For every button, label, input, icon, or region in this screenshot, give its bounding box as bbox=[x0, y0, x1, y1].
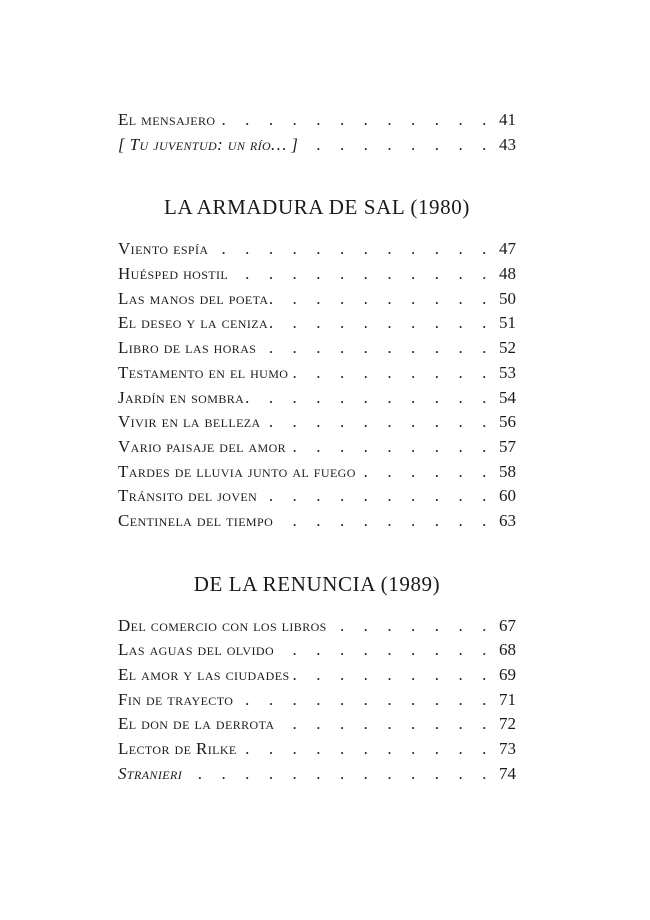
dot-leader bbox=[356, 460, 494, 485]
dot-leader bbox=[257, 484, 494, 509]
toc-entry-page-number: 43 bbox=[499, 134, 516, 154]
sections bbox=[118, 192, 516, 786]
toc-section bbox=[118, 192, 516, 533]
toc-entry-page-number: 73 bbox=[499, 739, 516, 759]
section-heading: LA ARMADURA DE SAL (1980) bbox=[164, 195, 470, 220]
toc-entry-page-number: 60 bbox=[499, 486, 516, 506]
dot-leader bbox=[327, 614, 494, 639]
toc-entry-page-number: 54 bbox=[499, 387, 516, 407]
toc-entry-title: Jardín en sombra bbox=[118, 387, 245, 407]
toc-entry bbox=[118, 762, 516, 787]
toc-entry-page-number: 72 bbox=[499, 714, 516, 734]
dot-leader bbox=[288, 361, 494, 386]
toc-entry-page-number: 41 bbox=[499, 110, 516, 129]
toc-entry-page-number: 69 bbox=[499, 665, 516, 684]
toc-entry-title: Libro de las horas bbox=[118, 338, 257, 358]
toc-entry bbox=[118, 237, 516, 262]
dot-leader bbox=[208, 237, 494, 262]
toc-entry bbox=[118, 688, 516, 713]
toc-entry bbox=[118, 614, 516, 639]
toc-entry-title: El deseo y la ceniza bbox=[118, 313, 269, 333]
toc-entry-title: El mensajero bbox=[118, 110, 216, 129]
dot-leader bbox=[228, 262, 494, 287]
toc-entry-title: [ Tu juventud: un río… ] bbox=[118, 134, 299, 154]
toc-entry bbox=[118, 386, 516, 411]
toc-entry-page-number: 51 bbox=[499, 313, 516, 333]
toc-entry-title: Tardes de lluvia junto al fuego bbox=[118, 461, 356, 481]
toc-entry bbox=[118, 311, 516, 336]
toc-entry bbox=[118, 509, 516, 534]
toc-entry bbox=[118, 133, 516, 158]
dot-leader bbox=[268, 311, 494, 336]
dot-leader bbox=[274, 638, 494, 663]
toc-entry-title: Del comercio con los libros bbox=[118, 615, 327, 635]
toc-entry bbox=[118, 287, 516, 312]
toc-entry-page-number: 52 bbox=[499, 338, 516, 358]
toc-entry-title: Las manos del poeta bbox=[118, 288, 269, 308]
toc-entry-page-number: 71 bbox=[499, 689, 516, 709]
toc-entry-title: Huésped hostil bbox=[118, 264, 229, 284]
dot-leader bbox=[298, 133, 494, 158]
toc-entry-title: Stranieri bbox=[118, 763, 183, 783]
dot-leader bbox=[261, 410, 494, 435]
dot-leader bbox=[237, 737, 494, 762]
toc-entry bbox=[118, 262, 516, 287]
toc-entry-title: Vario paisaje del amor bbox=[118, 436, 287, 456]
toc-entry-page-number: 63 bbox=[499, 510, 516, 530]
toc-entry-page-number: 47 bbox=[499, 239, 516, 259]
dot-leader bbox=[268, 287, 494, 312]
toc-entry bbox=[118, 410, 516, 435]
toc-entry-title: Testamento en el humo bbox=[118, 362, 289, 382]
toc-entry-title: El amor y las ciudades bbox=[118, 665, 290, 684]
toc-entry bbox=[118, 712, 516, 737]
toc-entry bbox=[118, 361, 516, 386]
intro-entries bbox=[118, 108, 516, 157]
dot-leader bbox=[273, 509, 494, 534]
toc-entry-title: Tránsito del joven bbox=[118, 486, 258, 506]
toc-entry-page-number: 56 bbox=[499, 412, 516, 432]
toc-entry-page-number: 58 bbox=[499, 461, 516, 481]
toc-entry bbox=[118, 108, 516, 133]
toc-entry-page-number: 53 bbox=[499, 362, 516, 382]
toc-entry-title: Fin de trayecto bbox=[118, 689, 234, 709]
toc-entry bbox=[118, 737, 516, 762]
dot-leader bbox=[244, 386, 494, 411]
toc-entry-title: Lector de Rilke bbox=[118, 739, 237, 759]
toc-entry-title: El don de la derrota bbox=[118, 714, 275, 734]
toc-entry bbox=[118, 638, 516, 663]
dot-leader bbox=[290, 663, 494, 688]
toc-entry-title: Viento espía bbox=[118, 239, 209, 259]
table-of-contents bbox=[118, 108, 516, 786]
dot-leader bbox=[233, 688, 494, 713]
section-heading: DE LA RENUNCIA (1989) bbox=[193, 571, 441, 596]
dot-leader bbox=[256, 336, 494, 361]
toc-entry-page-number: 57 bbox=[499, 436, 516, 456]
toc-entry bbox=[118, 484, 516, 509]
toc-entry-title: Vivir en la belleza bbox=[118, 412, 261, 432]
toc-entry-title: Centinela del tiempo bbox=[118, 510, 274, 530]
toc-section bbox=[118, 569, 516, 787]
toc-entry-page-number: 68 bbox=[499, 640, 516, 660]
dot-leader bbox=[286, 435, 494, 460]
toc-entry-page-number: 48 bbox=[499, 264, 516, 284]
dot-leader bbox=[274, 712, 494, 737]
toc-entry bbox=[118, 663, 516, 688]
dot-leader bbox=[182, 762, 494, 787]
dot-leader bbox=[215, 108, 494, 133]
toc-entry bbox=[118, 435, 516, 460]
toc-entry-page-number: 50 bbox=[499, 288, 516, 308]
toc-entry-title: Las aguas del olvido bbox=[118, 640, 275, 660]
toc-entry-page-number: 74 bbox=[499, 763, 516, 783]
toc-entry-page-number: 67 bbox=[499, 615, 516, 635]
toc-entry bbox=[118, 460, 516, 485]
toc-entry bbox=[118, 336, 516, 361]
